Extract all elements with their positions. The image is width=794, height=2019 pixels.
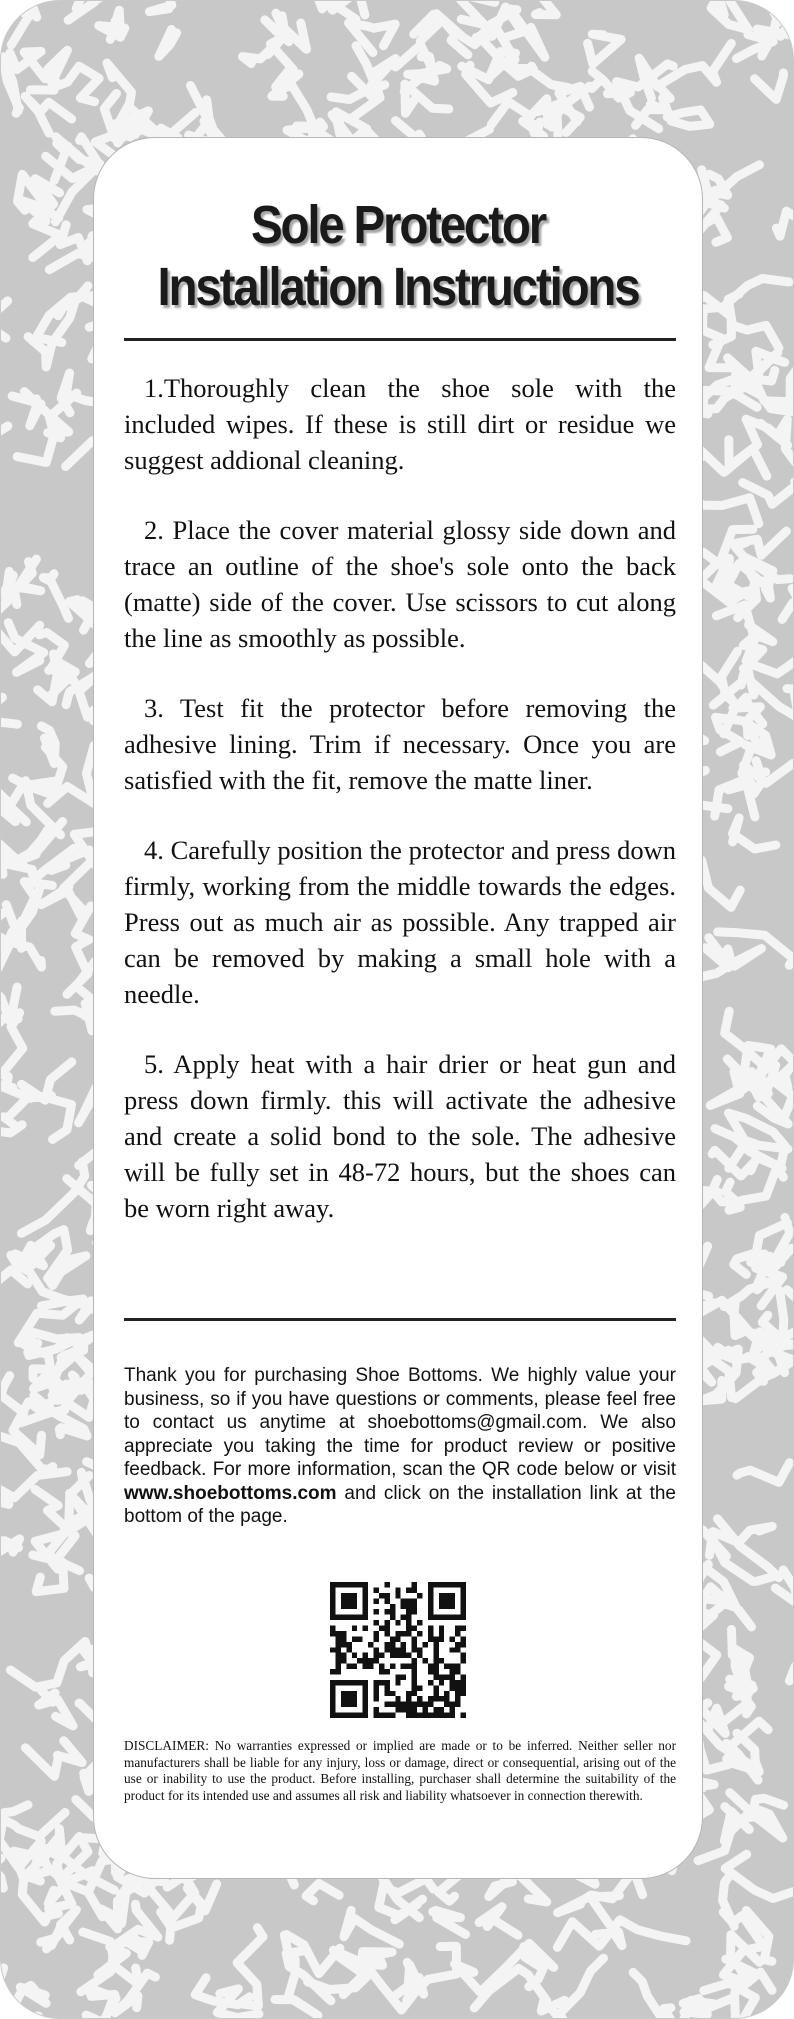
website-link[interactable]: www.shoebottoms.com — [124, 1482, 337, 1504]
title-line-2: Installation Instructions — [157, 257, 639, 317]
thank-you-note — [124, 1364, 676, 1529]
disclaimer: DISCLAIMER: No warranties expressed or implied are made or to be inferred. Neither seller nor manufacturers shall be liable for any injury, loss or damage, direct or consequential, arising out of the use or inability to use the product. Before installing, purchaser shall determine the suitability of the product for its intended use and assumes all risk and liability whatsoever in connection therewith. — [124, 1738, 676, 1803]
title-line-1: Sole Protector — [250, 195, 546, 255]
thanks-text-end: and click on the installation link at the bottom of the page. — [124, 1482, 676, 1527]
page-title — [130, 194, 665, 318]
step-5: 5. Apply heat with a hair drier or heat gun and press down firmly. this will activate the adhesive and create a solid bond to the sole. The adhesive will be fully set in 48-72 hours, but the shoes can be worn right away. — [124, 1049, 676, 1223]
instruction-card — [93, 137, 703, 1879]
step-4: 4. Carefully position the protector and press down firmly, working from the middle towards the edges. Press out as much air as possible. Any trapped air can be removed by making a small hole with a needle. — [124, 835, 676, 1009]
thanks-text: Thank you for purchasing Shoe Bottoms. We highly value your business, so if you have questions or comments, please feel free to contact us anytime at shoebottoms@gmail.com. We also appreciate you taking the time for product review or positive feedback. For more information, scan the QR code below or visit — [124, 1365, 676, 1480]
steps-list — [124, 370, 676, 1260]
step-3: 3. Test fit the protector before removing the adhesive lining. Trim if necessary. Once you are satisfied with the fit, remove the matte liner. — [124, 693, 676, 795]
top-divider — [124, 338, 676, 341]
bottom-divider — [124, 1318, 676, 1321]
step-2: 2. Place the cover material glossy side down and trace an outline of the shoe's sole onto the back (matte) side of the cover. Use scissors to cut along the line as smoothly as possible. — [124, 515, 676, 653]
step-1: 1.Thoroughly clean the shoe sole with the included wipes. If these is still dirt or residue we suggest addional cleaning. — [124, 373, 676, 475]
qr-code-icon[interactable] — [330, 1582, 466, 1718]
